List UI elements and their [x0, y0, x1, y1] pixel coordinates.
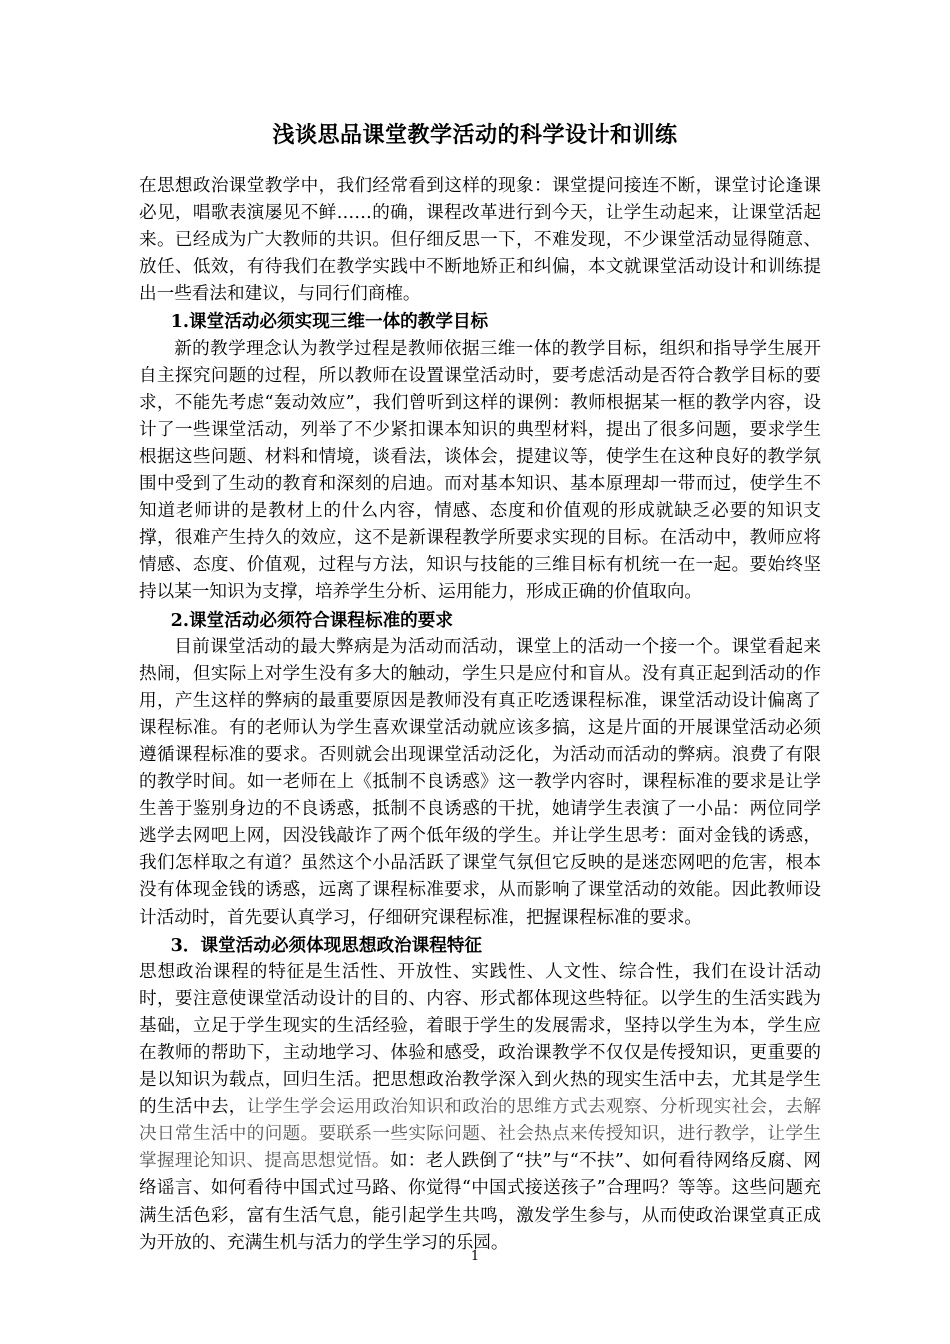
section-3-paragraph	[139, 959, 821, 1257]
section-3-text-part-b: 让学生学会运用政治知识和政治的思维方式去观察、分析现实社会，去解决日常生活中的问题。要联系一些实际问题、社会热点来传授知识，进行教学，让学生掌握理论知识、提高思想觉悟。	[139, 1097, 821, 1172]
section-3-text-part-a: 思想政治课程的特征是生活性、开放性、实践性、人文性、综合性，我们在设计活动时，要注意使课堂活动设计的目的、内容、形式都体现这些特征。以学生的生活实践为基础，立足于学生现实的生活经验，着眼于学生的发展需求，坚持以学生为本，学生应在教师的帮助下，主动地学习、体验和感受，政治课教学不仅仅是传授知识，更重要的是以知识为载点，回归生活。把思想政治教学深入到火热的现实生活中去，尤其是学生的生活中去，	[139, 961, 821, 1118]
document-body	[139, 173, 821, 1257]
page-number: 1	[470, 1249, 480, 1264]
section-2-heading: 2.课堂活动必须符合课程标准的要求	[170, 609, 453, 631]
section-1-heading: 1.课堂活动必须实现三维一体的教学目标	[170, 311, 489, 333]
intro-paragraph: 在思想政治课堂教学中，我们经常看到这样的现象：课堂提问接连不断，课堂讨论逢课必见，唱歌表演屡见不鲜……的确，课程改革进行到今天，让学生动起来，让课堂活起来。已经成为广大教师的共识。但仔细反思一下，不难发现，不少课堂活动显得随意、放任、低效，有待我们在教学实践中不断地矫正和纠偏，本文就课堂活动设计和训练提出一些看法和建议，与同行们商榷。	[139, 176, 821, 305]
document-title: 浅谈思品课堂教学活动的科学设计和训练	[272, 122, 678, 148]
section-3-text-part-c: 如：老人跌倒了“扶”与“不扶”、如何看待网络反腐、网络谣言、如何看待中国式过马路、你觉得“中国式接送孩子”合理吗？等等。这些问题充满生活色彩，富有生活气息，能引起学生共鸣，激发学生参与，从而使政治课堂真正成为开放的、充满生机与活力的学生学习的乐园。	[139, 1151, 821, 1253]
section-3-heading: 3．课堂活动必须体现思想政治课程特征	[170, 934, 483, 956]
section-2-paragraph: 目前课堂活动的最大弊病是为活动而活动，课堂上的活动一个接一个。课堂看起来热闹，但实际上对学生没有多大的触动，学生只是应付和盲从。没有真正起到活动的作用，产生这样的弊病的最重要原因是教师没有真正吃透课程标准，课堂活动设计偏离了课程标准。有的老师认为学生喜欢课堂活动就应该多搞，这是片面的开展课堂活动必须遵循课程标准的要求。否则就会出现课堂活动泛化，为活动而活动的弊病。浪费了有限的教学时间。如一老师在上《抵制不良诱惑》这一教学内容时，课程标准的要求是让学生善于鉴别身边的不良诱惑，抵制不良诱惑的干扰，她请学生表演了一小品：两位同学逃学去网吧上网，因没钱敲诈了两个低年级的学生。并让学生思考：面对金钱的诱惑，我们怎样取之有道？虽然这个小品活跃了课堂气氛但它反映的是迷恋网吧的危害，根本没有体现金钱的诱惑，远离了课程标准要求，从而影响了课堂活动的效能。因此教师设计活动时，首先要认真学习，仔细研究课程标准，把握课程标准的要求。	[139, 636, 821, 928]
section-1-paragraph: 新的教学理念认为教学过程是教师依据三维一体的教学目标，组织和指导学生展开自主探究问题的过程，所以教师在设置课堂活动时，要考虑活动是否符合教学目标的要求，不能先考虑“轰动效应”，我们曾听到这样的课例：教师根据某一框的教学内容，设计了一些课堂活动，列举了不少紧扣课本知识的典型材料，提出了很多问题，要求学生根据这些问题、材料和情境，谈看法，谈体会，提建议等，使学生在这种良好的教学氛围中受到了生动的教育和深刻的启迪。而对基本知识、基本原理却一带而过，使学生不知道老师讲的是教材上的什么内容，情感、态度和价值观的形成就缺乏必要的知识支撑，很难产生持久的效应，这不是新课程教学所要求实现的目标。在活动中，教师应将情感、态度、价值观，过程与方法，知识与技能的三维目标有机统一在一起。要始终坚持以某一知识为支撑，培养学生分析、运用能力，形成正确的价值取向。	[139, 338, 821, 603]
